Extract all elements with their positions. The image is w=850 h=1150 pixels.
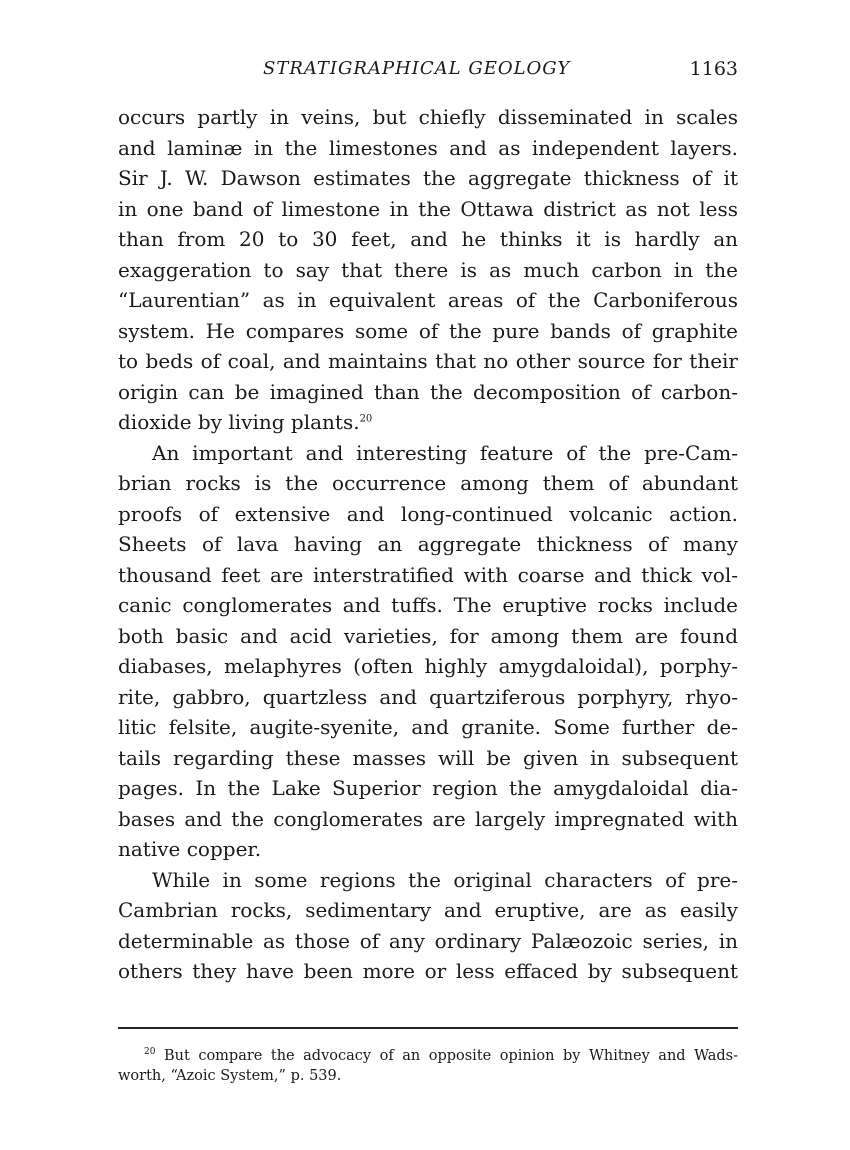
text-line: to beds of coal, and maintains that no other source for their — [118, 349, 738, 373]
text-line: proofs of extensive and long-continued volcanic action. — [118, 501, 738, 526]
paragraph-start: An important and interesting feature of the pre-Cam- — [152, 440, 738, 465]
text-line: bases and the conglomerates are largely impregnated with — [118, 806, 738, 831]
text-line: exaggeration to say that there is as much carbon in the — [118, 257, 738, 282]
footnotes — [118, 1046, 738, 1086]
text-line: “Laurentian” as in equivalent areas of the Carboniferous — [118, 288, 738, 312]
text-line: origin can be imagined than the decomposition of carbon- — [118, 379, 738, 404]
text-line: tails regarding these masses will be given in subsequent — [118, 745, 738, 770]
footnote-line — [118, 1046, 738, 1066]
footnote-reference: 20 — [359, 413, 373, 425]
text-line: Sir J. W. Dawson estimates the aggregate thickness of it — [118, 166, 738, 190]
text-line: canic conglomerates and tuffs. The eruptive rocks include — [118, 593, 738, 617]
text-line-content: dioxide by living plants. — [118, 410, 360, 434]
running-header — [118, 58, 738, 88]
footnote-line: worth, “Azoic System,” p. 539. — [118, 1068, 342, 1084]
text-line: occurs partly in veins, but chiefly disseminated in scales — [118, 105, 738, 129]
text-line: in one band of limestone in the Ottawa district as not less — [118, 196, 738, 221]
text-line: thousand feet are interstratified with coarse and thick vol- — [118, 562, 738, 587]
text-line: determinable as those of any ordinary Palæozoic series, in — [118, 928, 738, 953]
text-line: pages. In the Lake Superior region the amygdaloidal dia- — [118, 776, 738, 800]
page-number: 1163 — [689, 58, 738, 80]
text-line: both basic and acid varieties, for among them are found — [118, 623, 738, 648]
text-line: and laminæ in the limestones and as independent layers. — [118, 135, 738, 160]
text-line: rite, gabbro, quartzless and quartziferous porphyry, rhyo- — [118, 684, 738, 709]
body-text — [118, 102, 738, 987]
text-line: litic felsite, augite-syenite, and granite. Some further de- — [118, 715, 738, 739]
text-line: system. He compares some of the pure bands of graphite — [118, 318, 738, 343]
text-line: brian rocks is the occurrence among them of abundant — [118, 471, 738, 495]
text-line: than from 20 to 30 feet, and he thinks it is hardly an — [118, 227, 738, 251]
footnote-divider — [118, 1027, 738, 1029]
paragraph-start: While in some regions the original characters of pre- — [152, 867, 738, 892]
text-line: others they have been more or less effaced by subsequent — [118, 959, 738, 983]
text-line: native copper. — [118, 837, 262, 861]
text-line-with-footnote — [118, 407, 738, 438]
footnote-number: 20 — [144, 1047, 156, 1058]
text-line: diabases, melaphyres (often highly amygdaloidal), porphy- — [118, 654, 738, 678]
running-title: STRATIGRAPHICAL GEOLOGY — [263, 58, 571, 79]
footnote-text: But compare the advocacy of an opposite opinion by Whitney and Wads- — [163, 1048, 738, 1064]
text-line: Cambrian rocks, sedimentary and eruptive, are as easily — [118, 898, 738, 922]
text-line: Sheets of lava having an aggregate thickness of many — [118, 532, 738, 556]
